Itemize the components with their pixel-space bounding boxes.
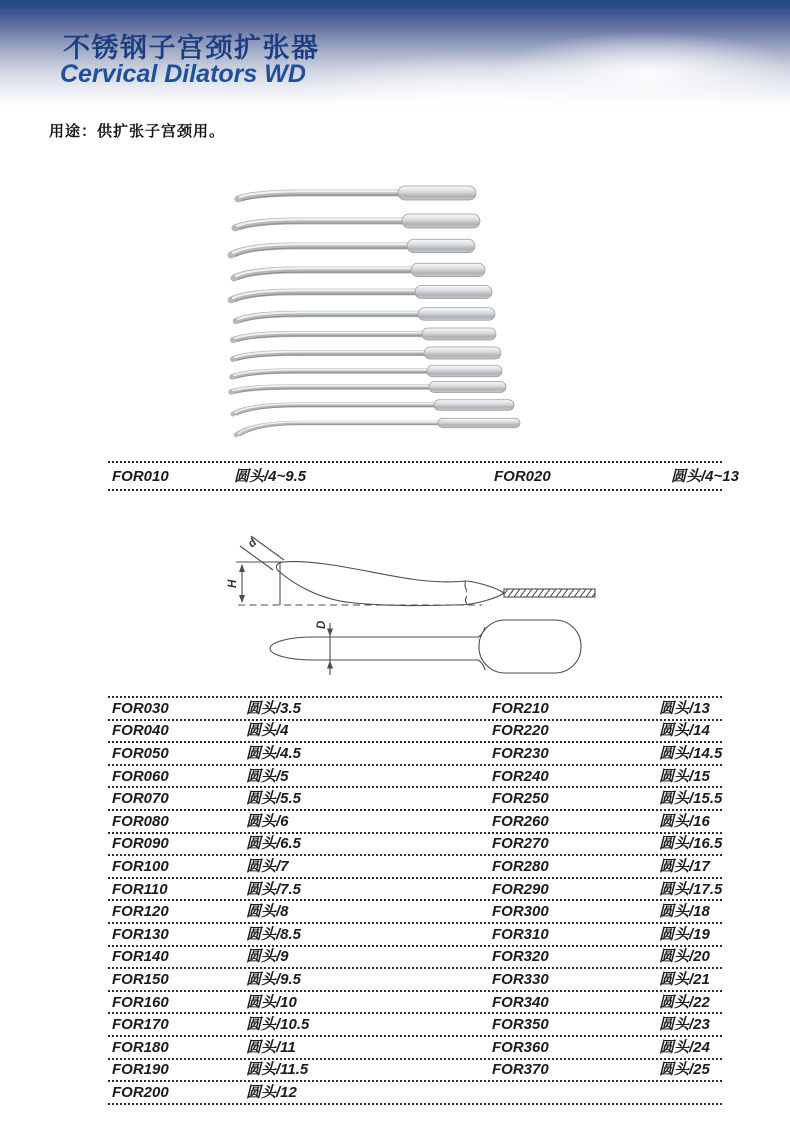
dilator-instrument xyxy=(231,286,492,302)
spec-cell: 圆头/16.5 xyxy=(659,835,723,853)
model-cell: FOR210 xyxy=(492,699,549,717)
page-title-zh: 不锈钢子宫颈扩张器 xyxy=(63,33,320,63)
model-cell: FOR070 xyxy=(112,790,169,808)
table-row xyxy=(108,969,722,992)
top-spec-table xyxy=(108,461,739,491)
model-cell: FOR030 xyxy=(112,699,169,717)
table-row xyxy=(108,766,722,789)
spec-cell: 圆头/11.5 xyxy=(246,1061,309,1079)
model-cell: FOR190 xyxy=(112,1061,169,1079)
dilator-instrument xyxy=(235,214,480,229)
model-cell: FOR240 xyxy=(492,767,549,785)
model-cell: FOR150 xyxy=(112,970,169,988)
dilator-instrument xyxy=(236,418,520,436)
spec-cell: 圆头/22 xyxy=(659,993,710,1011)
diagram-lines xyxy=(236,536,595,675)
instrument-handle xyxy=(415,286,492,299)
table-row xyxy=(108,834,722,857)
spec-cell: 圆头/7 xyxy=(246,857,289,875)
spec-cell: 圆头/11 xyxy=(246,1038,296,1056)
spec-cell: 圆头/4~9.5 xyxy=(234,467,307,485)
spec-cell: 圆头/14.5 xyxy=(659,744,723,762)
spec-cell: 圆头/6.5 xyxy=(246,835,302,853)
table-row xyxy=(108,901,722,924)
dilator-instrument xyxy=(232,365,502,378)
instrument-handle xyxy=(434,400,514,411)
model-cell: FOR060 xyxy=(112,767,169,785)
usage-text: 用途：供扩张子宫颈用。 xyxy=(49,123,226,140)
spec-cell: 圆头/4 xyxy=(246,722,289,740)
spec-cell: 圆头/8.5 xyxy=(246,925,302,943)
spec-cell: 圆头/10.5 xyxy=(246,1016,310,1034)
model-cell: FOR120 xyxy=(112,903,169,921)
model-cell: FOR350 xyxy=(492,1016,549,1034)
instrument-handle xyxy=(398,186,476,200)
model-cell: FOR160 xyxy=(112,993,169,1011)
dimension-diagram xyxy=(160,525,640,685)
dilator-instrument xyxy=(233,347,501,360)
model-cell: FOR010 xyxy=(112,467,169,485)
spec-cell: 圆头/4~13 xyxy=(671,467,739,485)
page-header xyxy=(0,0,790,112)
spec-cell: 圆头/21 xyxy=(659,970,710,988)
model-cell: FOR100 xyxy=(112,857,169,875)
spec-cell: 圆头/12 xyxy=(246,1083,297,1101)
instrument-handle xyxy=(411,263,485,277)
spec-cell: 圆头/19 xyxy=(659,925,710,943)
model-cell: FOR250 xyxy=(492,790,549,808)
header-top-bar xyxy=(0,0,790,9)
table-row xyxy=(108,1037,722,1060)
model-cell: FOR090 xyxy=(112,835,169,853)
model-cell: FOR280 xyxy=(492,857,549,875)
model-cell: FOR230 xyxy=(492,744,549,762)
spec-cell: 圆头/7.5 xyxy=(246,880,302,898)
spec-cell: 圆头/14 xyxy=(659,722,710,740)
model-cell: FOR040 xyxy=(112,722,169,740)
table-row xyxy=(108,879,722,902)
model-cell: FOR020 xyxy=(494,467,551,485)
model-cell: FOR080 xyxy=(112,812,169,830)
model-cell: FOR330 xyxy=(492,970,549,988)
spec-cell: 圆头/17.5 xyxy=(659,880,723,898)
model-cell: FOR170 xyxy=(112,1016,169,1034)
product-photo xyxy=(0,165,790,455)
model-cell: FOR110 xyxy=(112,880,168,898)
model-cell: FOR270 xyxy=(492,835,549,853)
table-row xyxy=(108,856,722,879)
instrument-handle xyxy=(407,239,475,253)
table-row xyxy=(108,992,722,1015)
dilator-instrument xyxy=(233,400,514,415)
dim-label-d: d xyxy=(245,536,260,551)
dim-label-D: D xyxy=(316,620,328,629)
table-row xyxy=(108,698,722,721)
instrument-handle xyxy=(429,382,506,393)
spec-cell: 圆头/9 xyxy=(246,948,289,966)
model-cell: FOR340 xyxy=(492,993,549,1011)
spec-cell: 圆头/15.5 xyxy=(659,790,723,808)
dilator-instrument xyxy=(234,263,485,279)
spec-cell: 圆头/10 xyxy=(246,993,297,1011)
spec-cell: 圆头/23 xyxy=(659,1016,710,1034)
model-cell: FOR140 xyxy=(112,948,169,966)
model-cell: FOR050 xyxy=(112,744,169,762)
spec-cell: 圆头/4.5 xyxy=(246,744,302,762)
spec-cell: 圆头/20 xyxy=(659,948,710,966)
spec-table xyxy=(108,696,722,1105)
dilator-instrument xyxy=(236,308,495,323)
table-row xyxy=(108,1060,722,1083)
table-row xyxy=(108,788,722,811)
table-row xyxy=(108,924,722,947)
spec-cell: 圆头/13 xyxy=(659,699,710,717)
table-row xyxy=(108,1082,722,1105)
spec-cell: 圆头/9.5 xyxy=(246,970,302,988)
dilator-instrument xyxy=(238,186,476,200)
spec-cell: 圆头/15 xyxy=(659,767,710,785)
model-cell: FOR320 xyxy=(492,948,549,966)
model-cell: FOR130 xyxy=(112,925,169,943)
dilator-instrument xyxy=(233,328,496,341)
spec-cell: 圆头/24 xyxy=(659,1038,710,1056)
dilator-instrument xyxy=(231,382,506,394)
table-row xyxy=(108,811,722,834)
spec-cell: 圆头/17 xyxy=(659,857,710,875)
model-cell: FOR260 xyxy=(492,812,549,830)
table-row xyxy=(108,947,722,970)
dilator-instrument xyxy=(231,239,475,256)
table-row xyxy=(108,743,722,766)
table-row xyxy=(108,721,722,744)
dim-label-H: H xyxy=(227,579,239,588)
instrument-handle xyxy=(438,418,520,428)
model-cell: FOR200 xyxy=(112,1083,169,1101)
instrument-handle xyxy=(402,214,480,228)
spec-cell: 圆头/25 xyxy=(659,1061,710,1079)
model-cell: FOR290 xyxy=(492,880,549,898)
spec-cell: 圆头/18 xyxy=(659,903,710,921)
page-title-en: Cervical Dilators WD xyxy=(60,60,306,88)
model-cell: FOR370 xyxy=(492,1061,549,1079)
instrument-handle xyxy=(427,365,502,377)
spec-cell: 圆头/3.5 xyxy=(246,699,302,717)
model-cell: FOR180 xyxy=(112,1038,169,1056)
model-cell: FOR300 xyxy=(492,903,549,921)
table-row xyxy=(108,1014,722,1037)
spec-cell: 圆头/16 xyxy=(659,812,710,830)
spec-cell: 圆头/5.5 xyxy=(246,790,302,808)
model-cell: FOR360 xyxy=(492,1038,549,1056)
table-row xyxy=(108,461,739,491)
model-cell: FOR220 xyxy=(492,722,549,740)
instrument-handle xyxy=(422,328,496,340)
instrument-handle xyxy=(424,347,501,359)
spec-cell: 圆头/8 xyxy=(246,903,289,921)
spec-cell: 圆头/5 xyxy=(246,767,289,785)
instrument-handle xyxy=(418,308,495,321)
model-cell: FOR310 xyxy=(492,925,549,943)
spec-cell: 圆头/6 xyxy=(246,812,289,830)
dilator-instrument-set xyxy=(231,186,520,436)
